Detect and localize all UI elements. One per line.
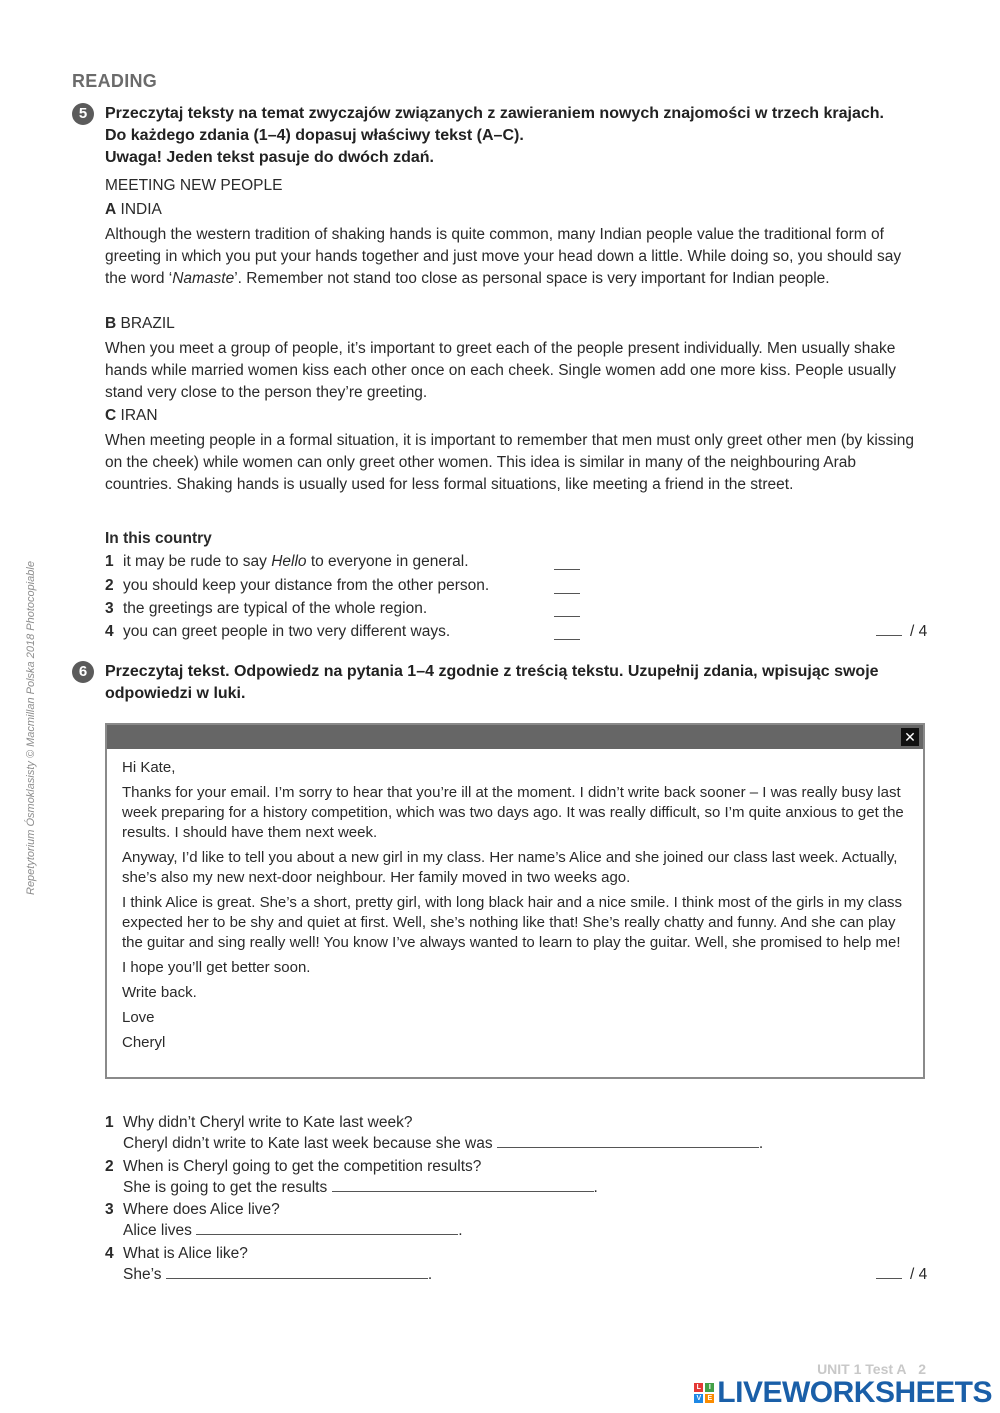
answer-input[interactable]	[497, 1133, 759, 1148]
unit-label: UNIT 1 Test A	[817, 1361, 907, 1377]
item-text: to everyone in general.	[306, 553, 469, 570]
match-item	[105, 621, 585, 643]
logo-letter: I	[705, 1383, 714, 1392]
text-a-heading	[105, 201, 162, 219]
answer-blank[interactable]	[554, 555, 580, 570]
logo-letter: V	[694, 1394, 703, 1403]
question-text: Where does Alice live?	[123, 1201, 280, 1218]
section-title: READING	[72, 71, 158, 91]
email-greeting: Hi Kate,	[122, 759, 176, 776]
page-number: 2	[918, 1361, 926, 1377]
question-item	[105, 1243, 865, 1285]
question-item	[105, 1199, 865, 1241]
email-body	[122, 758, 912, 1058]
answer-input[interactable]	[332, 1177, 594, 1192]
close-icon[interactable]: ✕	[901, 728, 919, 746]
answer-blank[interactable]	[554, 579, 580, 594]
instruction-line: Uwaga! Jeden tekst pasuje do dwóch zdań.	[105, 149, 434, 166]
match-item	[105, 575, 585, 597]
logo-text: LIVEWORKSHEETS	[717, 1376, 992, 1409]
item-number: 4	[105, 623, 114, 640]
email-title-bar	[107, 725, 923, 749]
match-item	[105, 598, 585, 620]
copyright-credit: Repetytorium Ósmoklasisty © Macmillan Polska 2018 Photocopiable	[25, 561, 37, 895]
email-paragraph: Write back.	[122, 984, 197, 1001]
item-number: 2	[105, 577, 114, 594]
question-item	[105, 1112, 865, 1154]
exercise-5-instruction	[105, 103, 884, 169]
answer-stem: Cheryl didn’t write to Kate last week because she was	[123, 1135, 493, 1152]
question-text: Why didn’t Cheryl write to Kate last week?	[123, 1114, 413, 1131]
score-blank[interactable]	[876, 621, 902, 636]
item-text: you should keep your distance from the other person.	[123, 577, 490, 594]
item-text: it may be rude to say	[123, 553, 272, 570]
sentence-end: .	[427, 1266, 433, 1283]
email-paragraph: Anyway, I’d like to tell you about a new girl in my class. Her name’s Alice and she joined our class last week. Actually, she’s also my new next-door neighbour. Her family moved in two weeks ago.	[122, 849, 898, 886]
text-country: IRAN	[120, 407, 158, 424]
logo-icon	[694, 1383, 714, 1403]
text-a-part: ’. Remember not stand too close as personal space is very important for Indian people.	[234, 270, 830, 287]
email-paragraph: Love	[122, 1009, 155, 1026]
text-letter: C	[105, 407, 117, 424]
instruction-line: Przeczytaj tekst. Odpowiedz na pytania 1–4 zgodnie z treścią tekstu. Uzupełnij zdania, wpisując swoje	[105, 663, 879, 680]
exercise-6-instruction	[105, 661, 879, 705]
exercise-5-score	[876, 621, 927, 641]
sentence-end: .	[593, 1179, 598, 1196]
answer-stem: Alice lives	[123, 1222, 192, 1239]
exercise-5-number: 5	[72, 103, 94, 125]
text-letter: B	[105, 315, 117, 332]
email-paragraph: Thanks for your email. I’m sorry to hear that you’re ill at the moment. I didn’t write back sooner – I was really busy last week preparing for a history competition, which was two days ago. It was really difficult, so I’m quite anxious to get the results. I should have them next week.	[122, 784, 904, 841]
logo-letter: E	[705, 1394, 714, 1403]
question-text: What is Alice like?	[123, 1245, 248, 1262]
score-total: / 4	[910, 1266, 928, 1283]
score-blank[interactable]	[876, 1264, 902, 1279]
match-item	[105, 551, 585, 573]
answer-input[interactable]	[196, 1220, 458, 1235]
question-item	[105, 1156, 865, 1198]
text-letter: A	[105, 201, 117, 218]
score-total: / 4	[910, 623, 928, 640]
text-a-part: Although the western tradition of shaking hands is quite common, many Indian people value the traditional form of greeting in which you put your hands together and just move your head down a little. While doing so, you should say the word ‘	[105, 226, 902, 287]
email-paragraph: I think Alice is great. She’s a short, pretty girl, with long black hair and a nice smile. I think most of the girls in my class expected her to be shy and quiet at first. Well, she’s nothing like that! She’s really chatty and funny. And she can play the guitar and sing really well! You know I’ve always wanted to learn to play the guitar. Well, she promised to help me!	[122, 894, 903, 951]
text-c-body: When meeting people in a formal situation, it is important to remember that men must only greet other men (by kissing on the cheek) while women can only greet other women. This idea is similar in many of the neighbouring Arab countries. Shaking hands is usually used for less formal situations, like meeting a friend in the street.	[105, 432, 914, 493]
item-number: 4	[105, 1245, 114, 1262]
exercise-6-number: 6	[72, 661, 94, 683]
exercise-6-score	[876, 1264, 927, 1284]
item-number: 3	[105, 1201, 114, 1218]
text-b-heading	[105, 315, 175, 333]
item-italic: Hello	[271, 553, 307, 570]
email-signature: Cheryl	[122, 1034, 166, 1051]
text-country: BRAZIL	[120, 315, 175, 332]
text-a-body	[105, 224, 920, 290]
answer-blank[interactable]	[554, 625, 580, 640]
instruction-line: Do każdego zdania (1–4) dopasuj właściwy tekst (A–C).	[105, 127, 524, 144]
sentence-end: .	[458, 1222, 463, 1239]
text-c-heading	[105, 407, 158, 425]
question-text: When is Cheryl going to get the competition results?	[123, 1158, 482, 1175]
item-number: 1	[105, 1114, 114, 1131]
answer-stem: She is going to get the results	[123, 1179, 328, 1196]
email-paragraph: I hope you’ll get better soon.	[122, 959, 311, 976]
item-number: 2	[105, 1158, 114, 1175]
text-b-body: When you meet a group of people, it’s important to greet each of the people present individually. Men usually shake hands while married women kiss each other once on each cheek. Single women add one more kiss. People usually stand very close to the person they’re greeting.	[105, 340, 896, 401]
footer-unit-label	[817, 1361, 926, 1377]
answer-input[interactable]	[166, 1264, 428, 1279]
liveworksheets-logo	[694, 1378, 992, 1408]
email-window	[105, 723, 925, 1079]
item-text: you can greet people in two very different ways.	[123, 623, 451, 640]
instruction-line: odpowiedzi w luki.	[105, 685, 246, 702]
item-number: 1	[105, 553, 114, 570]
answer-stem: She’s	[123, 1266, 162, 1283]
sentence-end: .	[758, 1135, 764, 1152]
instruction-line: Przeczytaj teksty na temat zwyczajów związanych z zawieraniem nowych znajomości w trzech krajach.	[105, 105, 884, 122]
item-number: 3	[105, 600, 114, 617]
answer-blank[interactable]	[554, 602, 580, 617]
items-prompt: In this country	[105, 530, 212, 547]
text-a-italic: Namaste	[172, 270, 235, 287]
text-country: INDIA	[120, 201, 162, 218]
item-text: the greetings are typical of the whole region.	[123, 600, 428, 617]
texts-heading: MEETING NEW PEOPLE	[105, 177, 283, 194]
logo-letter: L	[694, 1383, 703, 1392]
